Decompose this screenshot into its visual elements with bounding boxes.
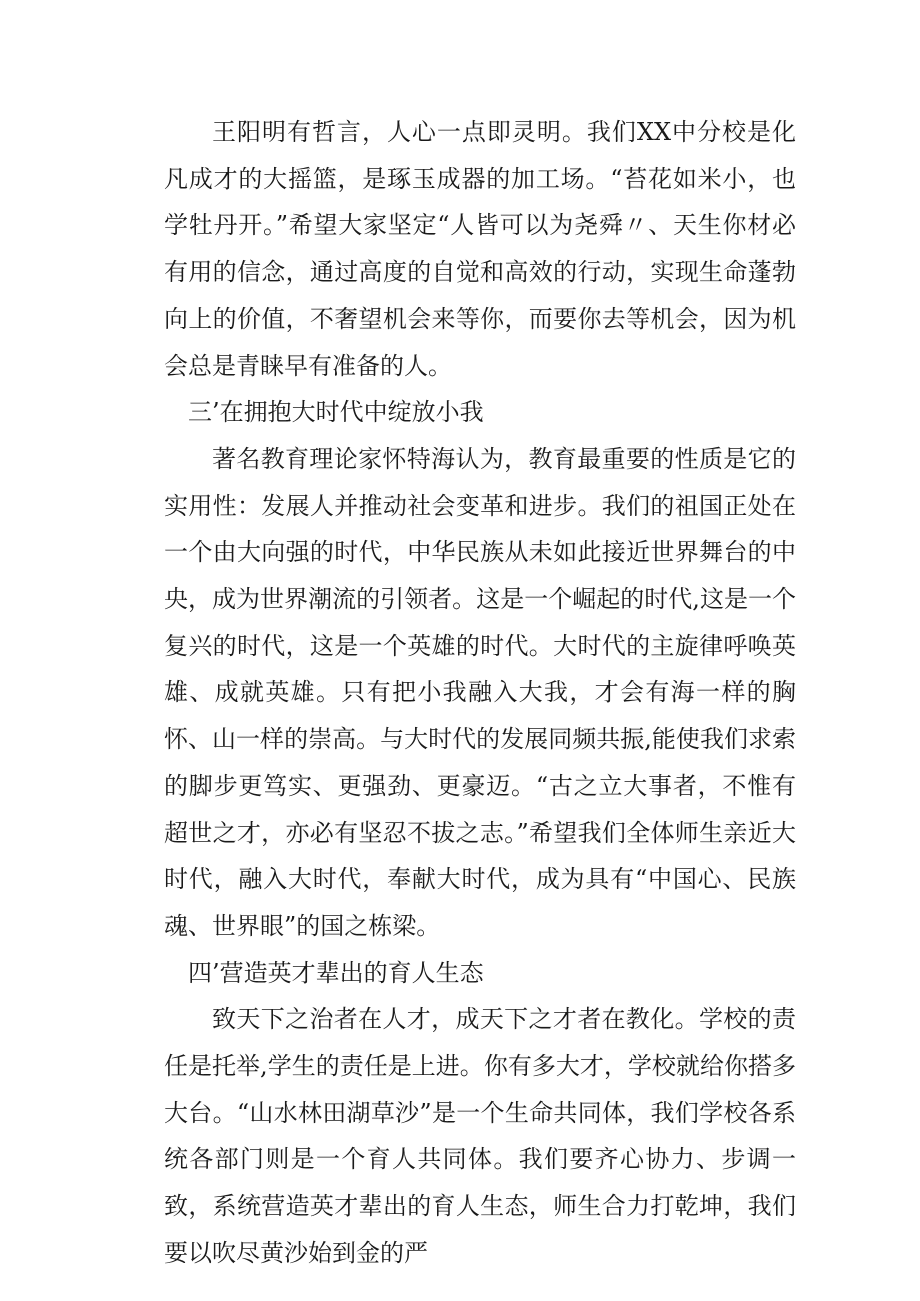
document-page [164, 109, 796, 1277]
paragraph-great-era: 著名教育理论家怀特海认为，教育最重要的性质是它的实用性：发展人并推动社会变革和进步。我们的祖国正处在一个由大向强的时代，中华民族从未如此接近世界舞台的中央，成为世界潮流的引领者。这是一个崛起的时代,这是一个复兴的时代，这是一个英雄的时代。大时代的主旋律呼唤英雄、成就英雄。只有把小我融入大我，才会有海一样的胸怀、山一样的崇高。与大时代的发展同频共振,能使我们求索的脚步更笃实、更强劲、更豪迈。“古之立大事者，不惟有超世之才，亦必有坚忍不拔之志。”希望我们全体师生亲近大时代，融入大时代，奉献大时代，成为具有“中国心、民族魂、世界眼”的国之栋梁。 [164, 444, 796, 940]
paragraph-education-ecology: 致天下之治者在人才，成天下之才者在教化。学校的责任是托举,学生的责任是上进。你有多大才，学校就给你搭多大台。“山水林田湖草沙”是一个生命共同体，我们学校各系统各部门则是一个育人共同体。我们要齐心协力、步调一致，系统营造英才辈出的育人生态，师生合力打乾坤，我们要以吹尽黄沙始到金的严 [164, 1005, 796, 1267]
paragraph-wang-yangming: 王阳明有哲言，人心一点即灵明。我们XX中分校是化凡成才的大摇篮，是琢玉成器的加工场。“苔花如米小，也学牡丹开。”希望大家坚定“人皆可以为尧舜〃、天生你材必有用的信念，通过高度的自觉和高效的行动，实现生命蓬勃向上的价值，不奢望机会来等你，而要你去等机会，因为机会总是青睐早有准备的人。 [164, 118, 796, 380]
section-heading-four: 四’营造英才辈出的育人生态 [188, 958, 484, 987]
section-heading-three: 三’在拥抱大时代中绽放小我 [188, 398, 484, 427]
